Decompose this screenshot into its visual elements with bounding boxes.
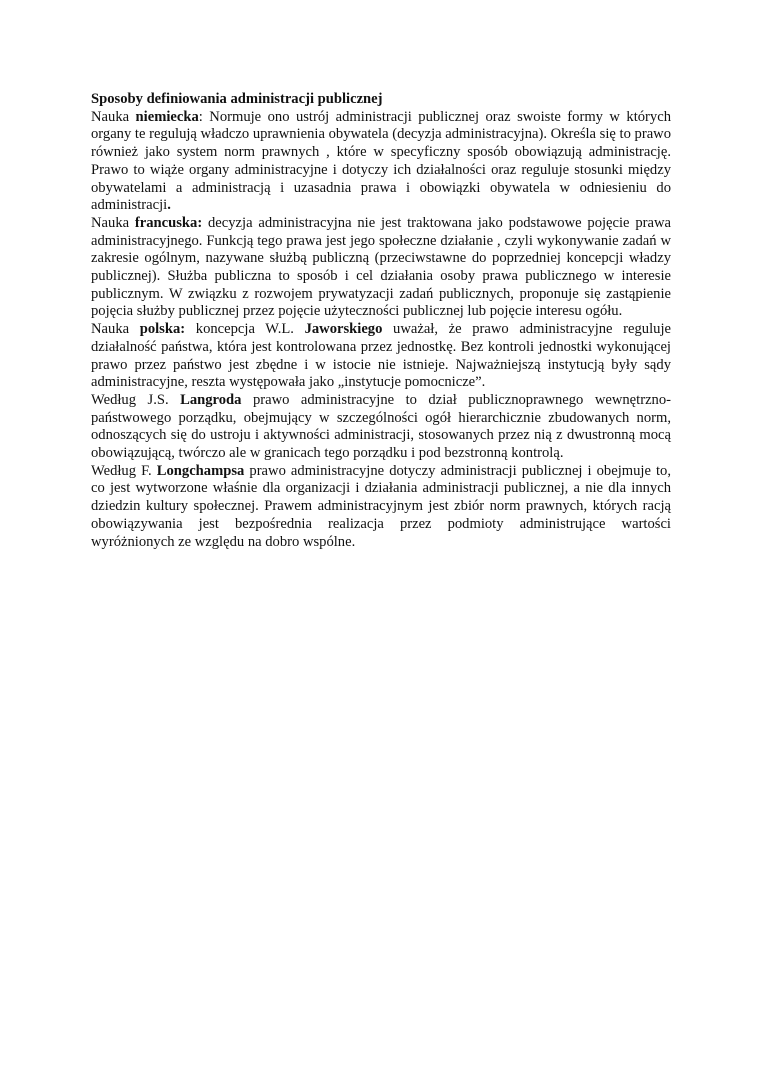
paragraph-keyword: polska: (139, 321, 186, 338)
paragraph-text: prawo administracyjne dotyczy administracji publicznej i obejmuje to, co jest wytworzone właśnie dla organizacji i działania administracji publicznej, a nie dla innych dziedzin kultury społecznej. Prawem administracyjnym jest zbiór norm prawnych, których racją obowiązywania jest bezpośrednia realizacja przez podmioty administrujące wartości wyróżnionych ze względu na dobro wspólne. (91, 462, 672, 550)
paragraph-longchamps (91, 463, 671, 552)
paragraph-text: : Normuje ono ustrój administracji publicznej oraz swoiste formy w których organy te regulują władczo uprawnienia obywatela (decyzja administracyjna). Określa się to prawo również jako system norm prawnych , które w specyficzny sposób obowiązują administrację. Prawo to wiąże organy administracyjne i dotyczy ich działalności oraz reguluje stosunki między obywatelami a administracją i uzasadnia prawa i obowiązki obywatela w odniesieniu do administracji (91, 108, 672, 214)
paragraph-lead: Według J.S. (91, 391, 181, 408)
document-title: Sposoby definiowania administracji publicznej (91, 91, 383, 107)
paragraph-lead: Nauka (91, 214, 135, 231)
paragraph-keyword-secondary: Jaworskiego (304, 321, 383, 338)
paragraph-tail: . (167, 197, 171, 214)
paragraph-text-secondary: uważał, że prawo administracyjne reguluje działalność państwa, która jest kontrolowana przez jednostkę. Bez kontroli jednostki wykonującej prawo przez państwo jest zbędne i w istocie nie istnieje. Najważniejszą instytucją były sądy administracyjne, reszta występowała jako „instytucje pomocnicze”. (91, 321, 671, 391)
paragraph-text: decyzja administracyjna nie jest traktowana jako podstawowe pojęcie prawa administracyjnego. Funkcją tego prawa jest jego społeczne działanie , czyli wykonywanie zadań w zakresie ogólnym, nazywane służbą publiczną (przeciwstawne do poprzedniej koncepcji władzy publicznej). Służba publiczna to sposób i cel działania osoby prawa publicznego w interesie publicznym. W związku z rozwojem prywatyzacji zadań publicznych, proponuje się zastąpienie pojęcia służby publicznej przez pojęcie użyteczności publicznej lub pojęcie interesu ogółu. (91, 214, 671, 320)
paragraph-lead: Nauka (91, 321, 140, 338)
paragraph-langrod (91, 392, 671, 463)
paragraph-keyword: Langroda (180, 391, 242, 408)
paragraph-german (91, 109, 671, 215)
paragraph-keyword: francuska: (134, 214, 203, 231)
paragraph-text: koncepcja W.L. (185, 321, 305, 338)
paragraph-polish (91, 321, 671, 392)
paragraph-lead: Nauka (91, 108, 136, 125)
paragraph-french (91, 215, 671, 321)
paragraph-keyword: Longchampsa (156, 462, 245, 479)
document-body (91, 91, 671, 551)
paragraph-keyword: niemiecka (135, 108, 199, 125)
paragraph-lead: Według F. (91, 462, 157, 479)
paragraph-text: prawo administracyjne to dział publicznoprawnego wewnętrzno-państwowego porządku, obejmujący w szczególności ogół hierarchicznie zbudowanych norm, odnoszących się do ustroju i aktywności administracji, stosowanych przez nią z dwustronną mocą obowiązującą, twórczo ale w granicach tego porządku i pod bezstronną kontrolą. (91, 391, 672, 462)
